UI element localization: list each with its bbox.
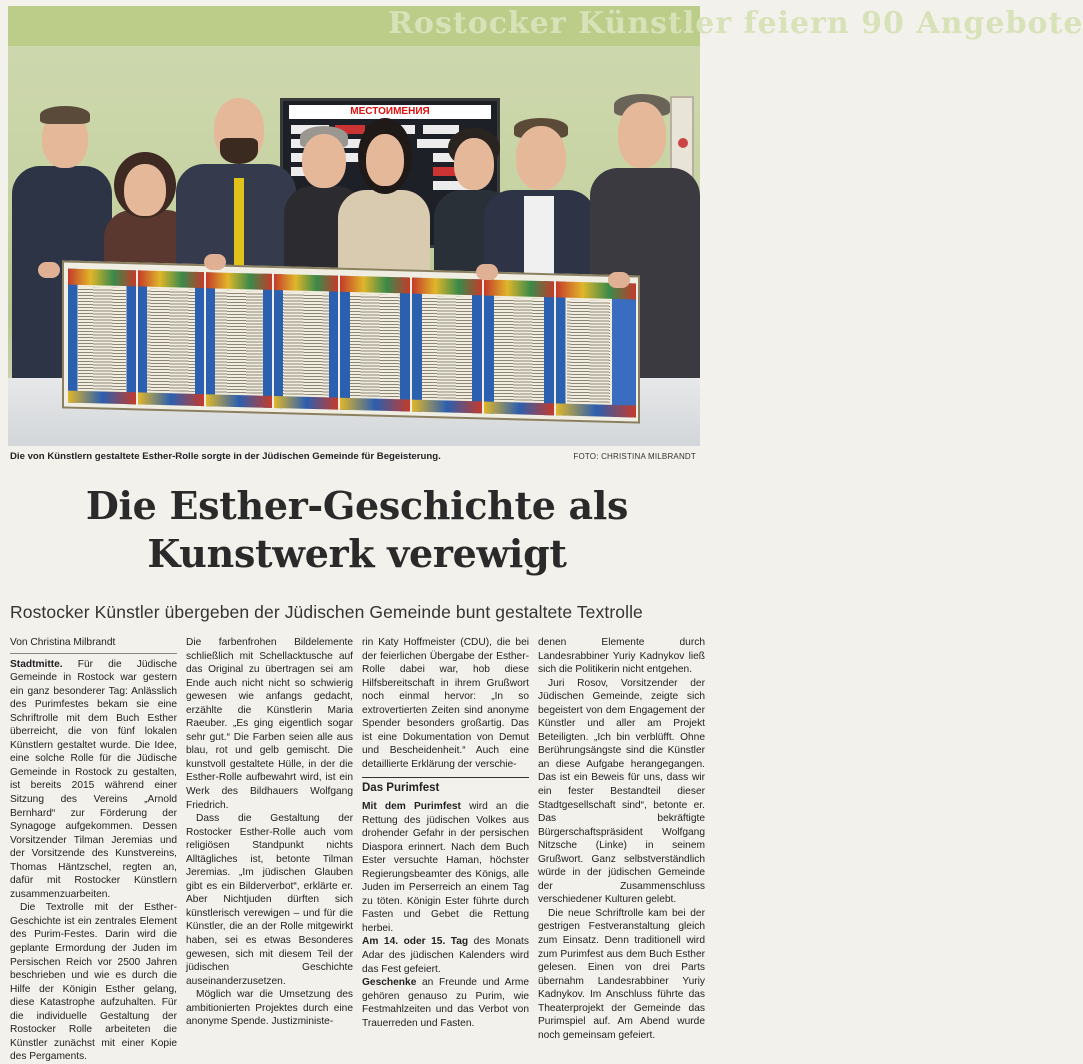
headline [0,482,714,578]
paragraph: Die farbenfrohen Bildelemente schließlich mit Schellacktusche auf das Original zu übertragen sei am Ende auch nicht nicht so schwierig gewesen wie anfangs gedacht, erzählte die Künstlerin Maria Raeuber. „Es ging eigentlich sogar sehr gut.“ Die Farben seien alle aus blau, rot und gelb gemischt. Die kunstvoll gestaltete Hülle, in der die Esther-Rolle aufbewahrt wird, ist ein Werk des Bildhauers Wolfgang Friedrich. [186,637,353,811]
wall-sign: Rostocker Künstler feiern 90 Angebote [8,6,700,46]
info-box-paragraph: Mit dem Purimfest wird an die Rettung des jüdischen Volkes aus drohender Gefahr in der persischen Diaspora erinnert. Nach dem Buch Ester versuchte Haman, höchster Regierungsbeamter des Königs, alle Juden im Perserreich an einem Tag zu töten. Königin Ester führte durch Fasten und Gebet die Rettung herbei. [362,801,529,934]
column-2 [186,636,353,1028]
column-1 [10,636,177,1063]
paragraph: Möglich war die Umsetzung des ambitionierten Projektes durch eine anonyme Spende. Justizministe- [186,989,353,1028]
photo-credit: FOTO: CHRISTINA MILBRANDT [573,452,696,461]
subheadline: Rostocker Künstler übergeben der Jüdischen Gemeinde bunt gestaltete Textrolle [10,602,643,622]
column-4 [538,636,705,1041]
paragraph: denen Elemente durch Landesrabbiner Yuriy Kadnykov ließ sich die Politikerin nicht entgehen. [538,637,705,676]
info-box-paragraph: Geschenke an Freunde und Arme gehören genauso zu Purim, wie Festmahlzeiten und das Verbot von Trauerreden und Fasten. [362,977,529,1029]
headline-line-1: Die Esther-Geschichte als [85,483,629,528]
paragraph: Juri Rosov, Vorsitzender der Jüdischen Gemeinde, zeigte sich begeistert von dem Engagement der Künstler und aller am Projekt Beteiligten. „Ich bin verblüfft. Ohne Berührungsängste sind die Künstler an diese Aufgabe herangegangen. Das ist ein Beweis für uns, dass wir ein fester Bestandteil dieser Stadtgesellschaft sind“, betonte er. Das bekräftigte Bürgerschaftspräsident Wolfgang Nitzsche (Linke) in seinem Grußwort. Ganz selbstverständlich würde in der jüdischen Gemeinde der Zusammenschluss verschiedener Kulturen gelebt. [538,677,705,906]
info-box [362,777,529,1030]
esther-scroll [62,260,640,423]
column-3 [362,636,529,1029]
paragraph: Dass die Gestaltung der Rostocker Esther-Rolle auch vom religiösen Standpunkt nichts Alltägliches ist, betonte Tilman Jeremias. „Im jüdischen Glauben gibt es ein Bilderverbot“, erklärte er. Aber Nichtjuden dürften sich künstlerisch verewigen – und für die Künstler, die an der Rolle mitgewirkt haben, sei es etwas Besonderes gewesen, sich mit diesem Teil der jüdischen Geschichte auseinanderzusetzen. [186,813,353,987]
article-photo [8,6,1083,446]
chalkboard-title: МЕСТОИМЕНИЯ [289,105,491,119]
info-box-title: Das Purimfest [362,777,529,796]
paragraph: Die neue Schriftrolle kam bei der gestrigen Festveranstaltung gleich zum Einsatz. Denn traditionell wird zum Purimfest aus dem Buch Esther gelesen. Einen von drei Parts übernahm Landesrabbiner Yuriy Kadnykov. Im Anschluss führte das Theaterprojekt der Gemeinde das Purimspiel auf. Am Abend wurde noch gemeinsam gefeiert. [538,907,705,1041]
headline-line-2: Kunstwerk verewigt [147,531,567,576]
paragraph: Die Textrolle mit der Esther-Geschichte ist ein zentrales Element des Purim-Festes. Darin wird die geplante Ermordung der Juden im Persischen Reich vor 2500 Jahren beschrieben und wie es durch die Hilfe der Königin Esther gelang, diese Katastrophe aufzuhalten. Für die individuelle Gestaltung der Rostocker Rolle arbeiteten die Künstler zunächst mit einer Kopie des Pergaments. [10,902,177,1063]
dateline: Stadtmitte. [10,658,63,670]
info-box-paragraph: Am 14. oder 15. Tag des Monats Adar des jüdischen Kalenders wird das Fest gefeiert. [362,936,529,975]
paragraph: rin Katy Hoffmeister (CDU), die bei der feierlichen Übergabe der Esther-Rolle dabei war, hob diese Hilfsbereitschaft in ihrem Grußwort noch einmal hervor: „In so extrovertierten Zeiten sind anonyme Spender besonders großartig. Das ist eine Dokumentation von Demut und Bescheidenheit.“ Auch eine detaillierte Erklärung der verschie- [362,637,529,770]
paragraph: Stadtmitte. Für die Jüdische Gemeinde in Rostock war gestern ein ganz besonderer Tag: Anlässlich des Purimfestes bekam sie eine Schriftrolle mit dem Buch Esther überreicht, die von fünf lokalen Künstlern gestaltet wurde. Die Idee, eine solche Rolle für die Jüdische Gemeinde in Rostock zu gestalten, ist bereits 2015 während einer Sitzung des Vereins „Arnold Bernhard“ zur Förderung der Synagoge aufgekommen. Dessen Vorsitzender Tilman Jeremias und der Vorsitzende des Kunstvereins, Thomas Häntzschel, regten an, dafür mit Rostocker Künstlern zusammenzuarbeiten. [10,658,177,900]
byline: Von Christina Milbrandt [10,636,177,654]
photo-caption: Die von Künstlern gestaltete Esther-Rolle sorgte in der Jüdischen Gemeinde für Begeisterung. [10,451,441,462]
article-body [10,636,706,1063]
